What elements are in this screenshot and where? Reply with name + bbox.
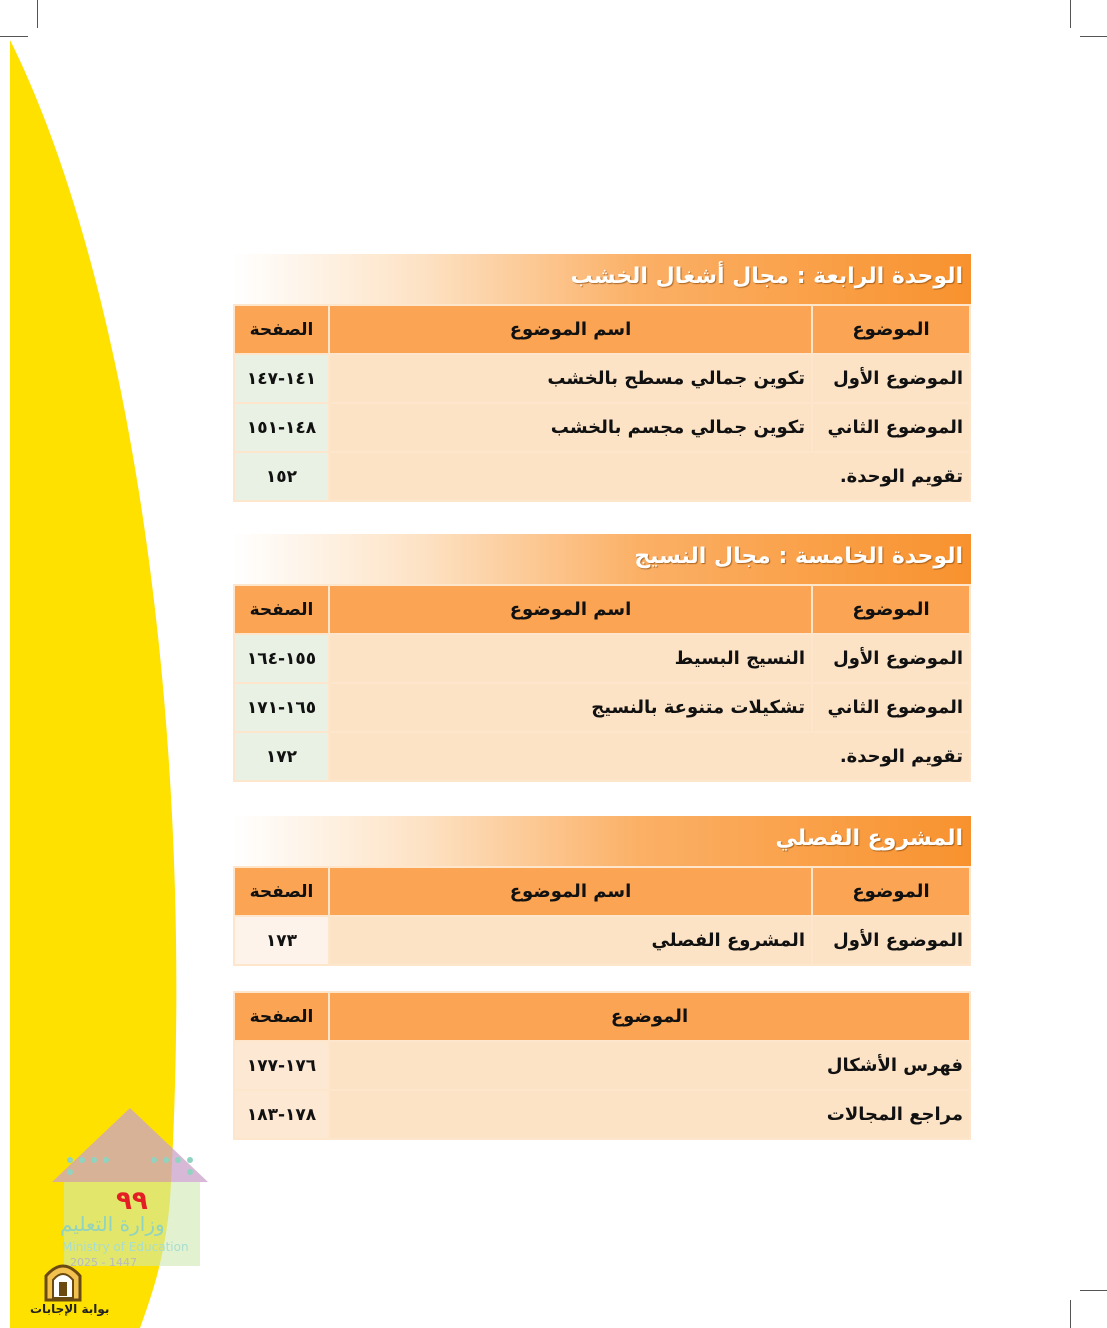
section-title-bar: [233, 816, 971, 866]
appendix-table: [233, 991, 971, 1140]
table-header-row: [234, 867, 970, 916]
row-topic-name: النسيج البسيط: [329, 634, 812, 683]
section-term-project: [233, 816, 971, 966]
row-topic: فهرس الأشكال: [329, 1041, 970, 1090]
row-page: ١٥٥-١٦٤: [234, 634, 329, 683]
site-label: بوابة الإجابات: [30, 1302, 110, 1316]
section-appendix: [233, 991, 971, 1140]
row-page: ١٧٦-١٧٧: [234, 1041, 329, 1090]
term-project-table: [233, 866, 971, 966]
page-number: ٩٩: [116, 1186, 148, 1216]
table-row: [234, 354, 970, 403]
row-topic: الموضوع الثاني: [812, 683, 970, 732]
row-page: ١٤٨-١٥١: [234, 403, 329, 452]
evaluation-row: [234, 732, 970, 781]
row-page: ١٧٣: [234, 916, 329, 965]
row-page: ١٤١-١٤٧: [234, 354, 329, 403]
row-topic-name: تكوين جمالي مجسم بالخشب: [329, 403, 812, 452]
crop-mark: [1070, 0, 1071, 28]
table-row: [234, 1041, 970, 1090]
row-topic: الموضوع الأول: [812, 634, 970, 683]
table-row: [234, 683, 970, 732]
row-topic: الموضوع الأول: [812, 354, 970, 403]
row-topic: مراجع المجالات: [329, 1090, 970, 1139]
evaluation-label: تقويم الوحدة.: [329, 732, 970, 781]
row-topic-name: المشروع الفصلي: [329, 916, 812, 965]
row-topic-name: تشكيلات متنوعة بالنسيج: [329, 683, 812, 732]
table-header-row: [234, 305, 970, 354]
evaluation-row: [234, 452, 970, 501]
edition-year: 2025 - 1447: [70, 1256, 137, 1269]
header-page: الصفحة: [234, 305, 329, 354]
table-row: [234, 403, 970, 452]
section-title: المشروع الفصلي: [775, 826, 963, 851]
table-header-row: [234, 585, 970, 634]
evaluation-label: تقويم الوحدة.: [329, 452, 970, 501]
header-topic: الموضوع: [812, 305, 970, 354]
table-row: [234, 916, 970, 965]
crop-mark: [1080, 1290, 1107, 1291]
ministry-name-arabic: وزارة التعليم: [60, 1212, 165, 1236]
unit-five-table: [233, 584, 971, 782]
section-title: الوحدة الخامسة : مجال النسيج: [634, 544, 963, 569]
section-title: الوحدة الرابعة : مجال أشغال الخشب: [570, 264, 963, 289]
header-page: الصفحة: [234, 867, 329, 916]
section-title-bar: [233, 534, 971, 584]
header-topic-name: اسم الموضوع: [329, 305, 812, 354]
header-topic: الموضوع: [812, 867, 970, 916]
section-unit-five: [233, 534, 971, 782]
evaluation-page: ١٥٢: [234, 452, 329, 501]
section-unit-four: [233, 254, 971, 502]
table-row: [234, 1090, 970, 1139]
section-title-bar: [233, 254, 971, 304]
unit-four-table: [233, 304, 971, 502]
row-topic: الموضوع الأول: [812, 916, 970, 965]
table-header-row: [234, 992, 970, 1041]
crop-mark: [1080, 36, 1107, 37]
evaluation-page: ١٧٢: [234, 732, 329, 781]
ministry-name-english: Ministry of Education: [62, 1240, 189, 1254]
row-topic-name: تكوين جمالي مسطح بالخشب: [329, 354, 812, 403]
header-page: الصفحة: [234, 585, 329, 634]
crop-mark: [1070, 1300, 1071, 1328]
header-topic-name: اسم الموضوع: [329, 867, 812, 916]
row-page: ١٦٥-١٧١: [234, 683, 329, 732]
header-topic: الموضوع: [812, 585, 970, 634]
header-page: الصفحة: [234, 992, 329, 1041]
row-topic: الموضوع الثاني: [812, 403, 970, 452]
table-row: [234, 634, 970, 683]
header-topic: الموضوع: [329, 992, 970, 1041]
row-page: ١٧٨-١٨٣: [234, 1090, 329, 1139]
header-topic-name: اسم الموضوع: [329, 585, 812, 634]
